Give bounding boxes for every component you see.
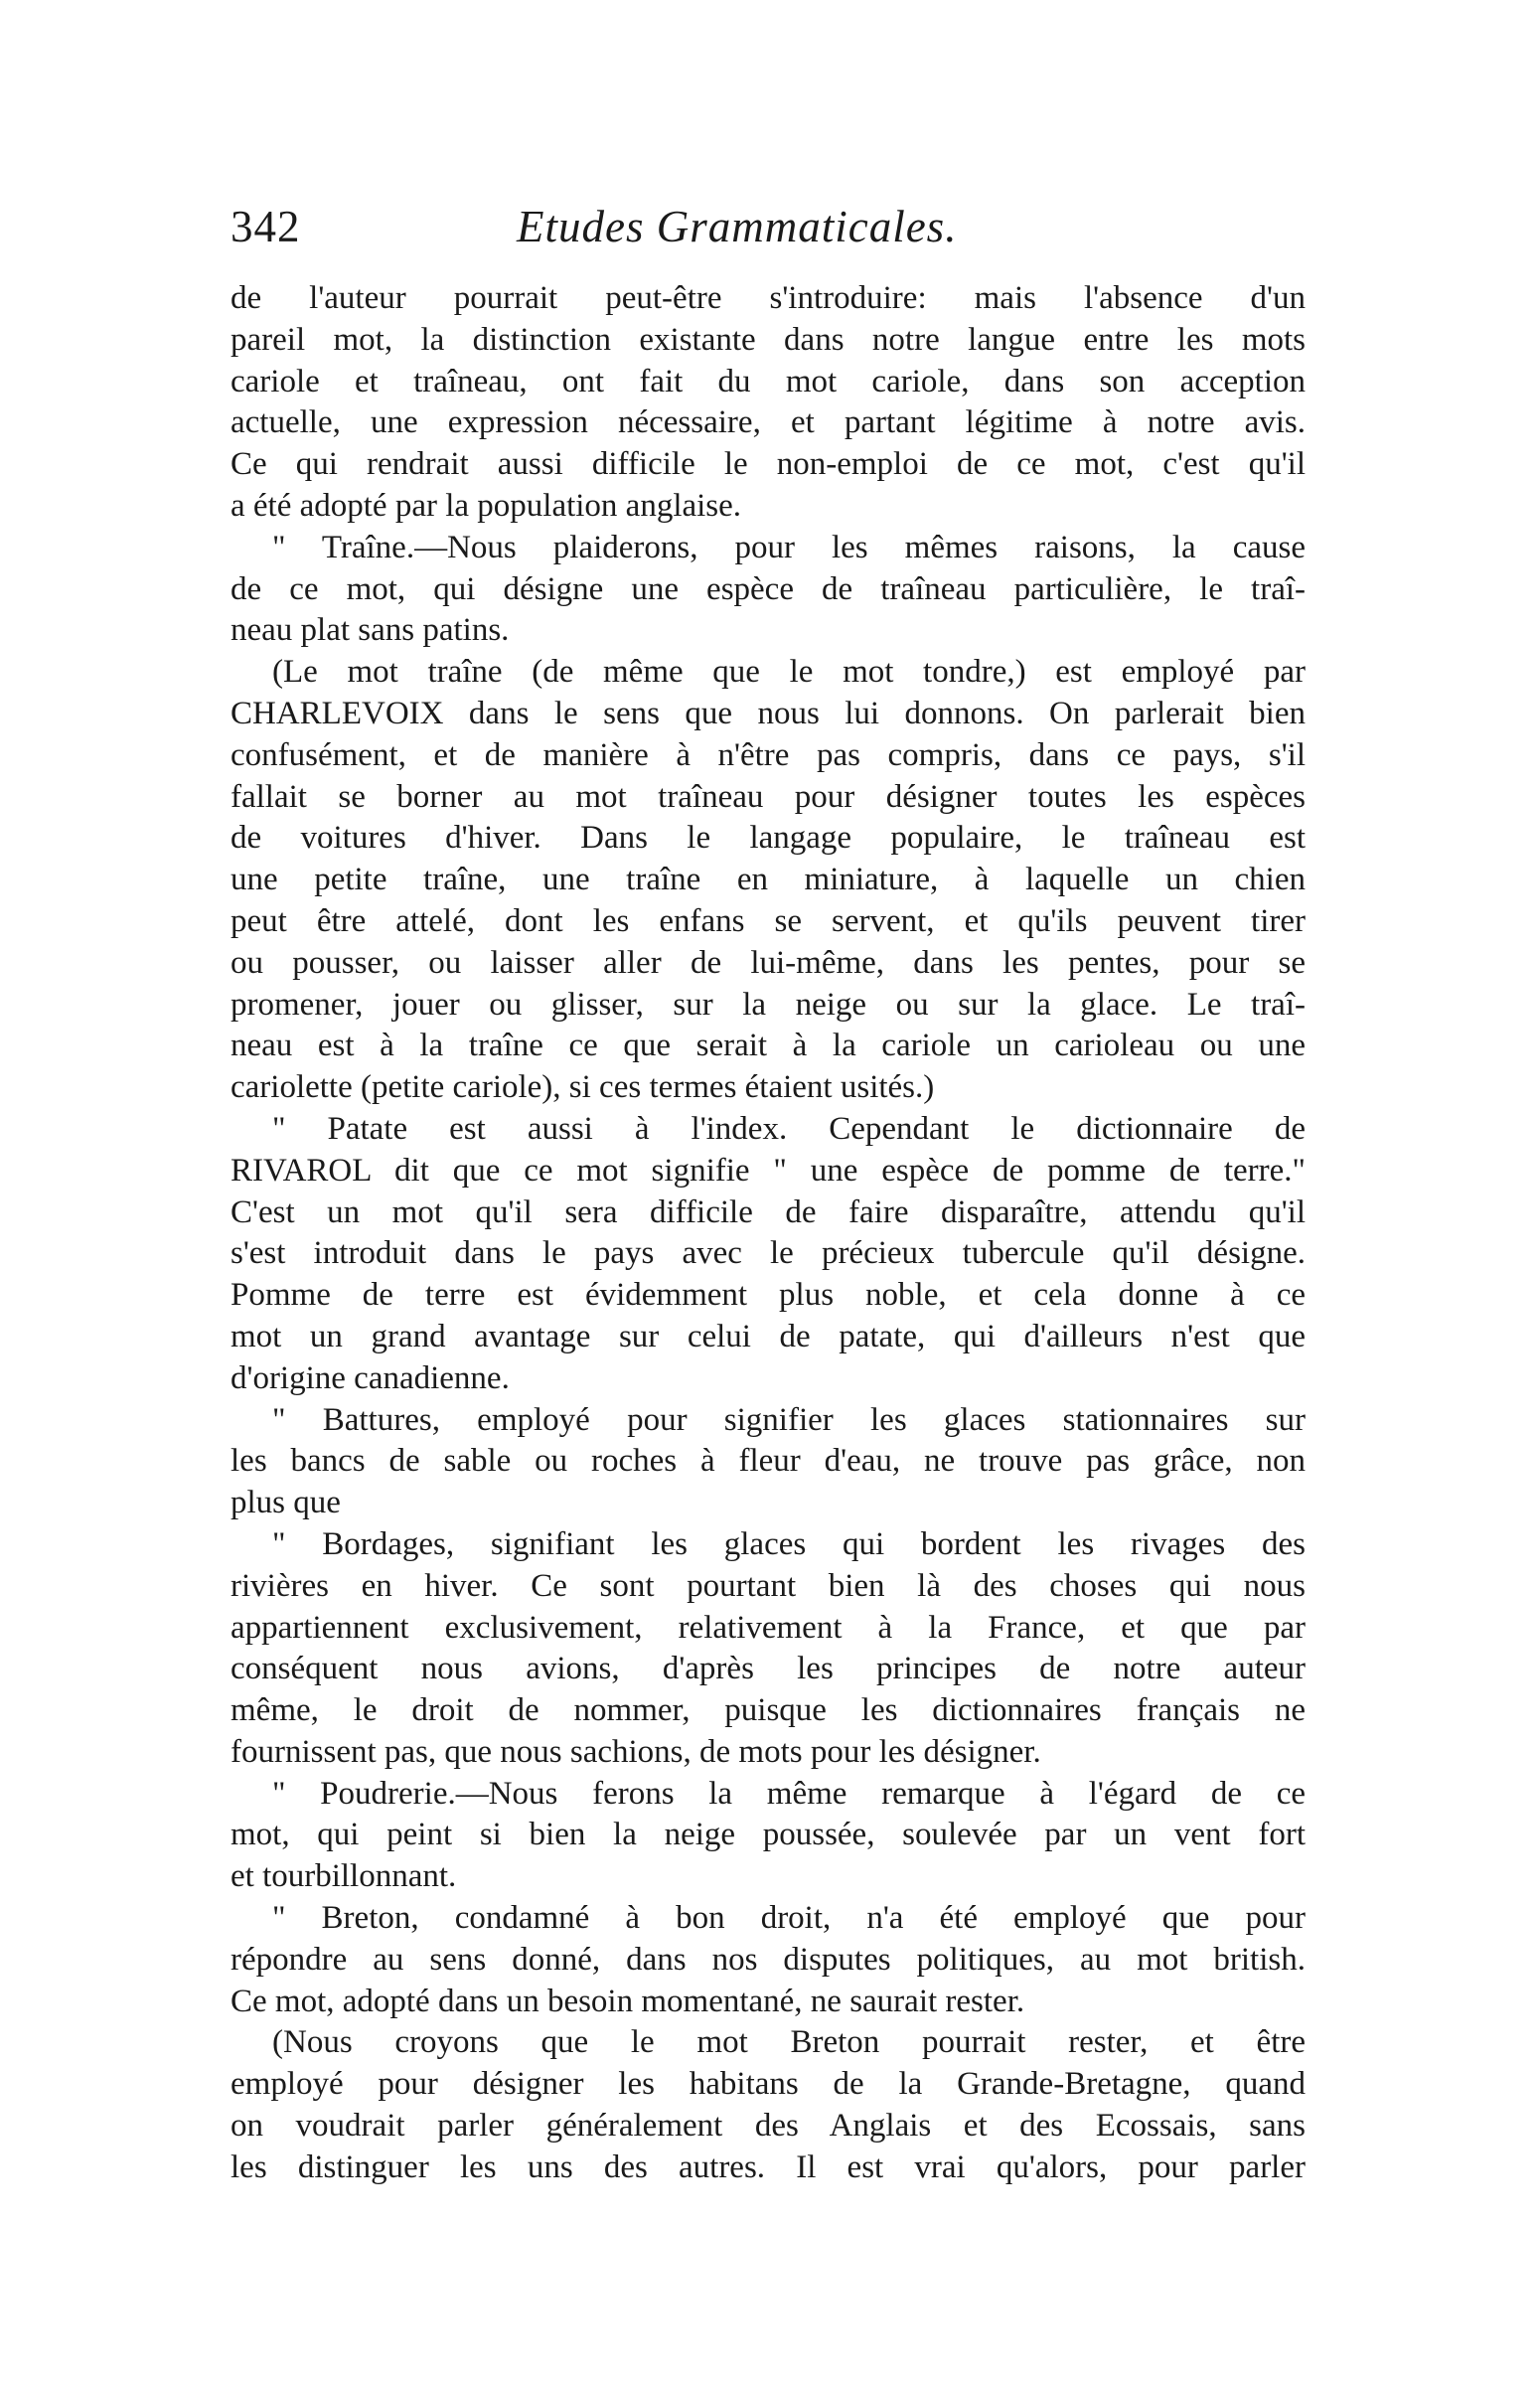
text-line: plus que	[231, 1485, 341, 1521]
text-line: on voudrait parler généralement des Anglais et des Ecossais, sans	[231, 2108, 1306, 2145]
page-header	[231, 201, 1306, 270]
text-line: CHARLEVOIX dans le sens que nous lui donnons. On parlerait bien	[231, 695, 1306, 731]
text-line: " Battures, employé pour signifier les glaces stationnaires sur	[272, 1401, 1306, 1438]
page-body-text	[231, 278, 1306, 2189]
text-line: " Patate est aussi à l'index. Cependant le dictionnaire de	[272, 1110, 1306, 1147]
text-line: de voitures d'hiver. Dans le langage populaire, le traîneau est	[231, 820, 1306, 857]
text-line: même, le droit de nommer, puisque les dictionnaires français ne	[231, 1692, 1306, 1729]
text-line: d'origine canadienne.	[231, 1359, 510, 1396]
text-line: mot un grand avantage sur celui de patate, qui d'ailleurs n'est que	[231, 1318, 1306, 1354]
text-line: (Le mot traîne (de même que le mot tondre,) est employé par	[272, 654, 1306, 691]
text-line: employé pour désigner les habitans de la Grande-Bretagne, quand	[231, 2066, 1306, 2103]
text-line: a été adopté par la population anglaise.	[231, 487, 742, 524]
text-line: Pomme de terre est évidemment plus noble, et cela donne à ce	[231, 1277, 1306, 1314]
text-line: RIVAROL dit que ce mot signifie " une espèce de pomme de terre."	[231, 1152, 1306, 1189]
page-number: 342	[231, 202, 301, 251]
text-line: " Bordages, signifiant les glaces qui bordent les rivages des	[272, 1525, 1306, 1562]
text-line: ou pousser, ou laisser aller de lui-même, dans les pentes, pour se	[231, 944, 1306, 981]
text-line: " Poudrerie.—Nous ferons la même remarque à l'égard de ce	[272, 1775, 1306, 1812]
text-line: promener, jouer ou glisser, sur la neige ou sur la glace. Le traî-	[231, 986, 1306, 1023]
text-line: confusément, et de manière à n'être pas compris, dans ce pays, s'il	[231, 736, 1306, 773]
text-line: pareil mot, la distinction existante dans notre langue entre les mots	[231, 321, 1306, 358]
text-line: les distinguer les uns des autres. Il est vrai qu'alors, pour parler	[231, 2148, 1306, 2185]
text-line: de ce mot, qui désigne une espèce de traîneau particulière, le traî-	[231, 570, 1306, 607]
text-line: " Breton, condamné à bon droit, n'a été employé que pour	[272, 1900, 1306, 1937]
text-line: cariole et traîneau, ont fait du mot cariole, dans son acception	[231, 363, 1306, 399]
text-line: actuelle, une expression nécessaire, et partant légitime à notre avis.	[231, 404, 1306, 441]
text-line: Ce qui rendrait aussi difficile le non-emploi de ce mot, c'est qu'il	[231, 446, 1306, 483]
text-line: fallait se borner au mot traîneau pour désigner toutes les espèces	[231, 778, 1306, 815]
text-line: une petite traîne, une traîne en miniature, à laquelle un chien	[231, 862, 1306, 898]
text-line: (Nous croyons que le mot Breton pourrait rester, et être	[272, 2024, 1306, 2061]
text-line: cariolette (petite cariole), si ces termes étaient usités.)	[231, 1069, 935, 1106]
text-line: et tourbillonnant.	[231, 1858, 457, 1895]
text-line: neau est à la traîne ce que serait à la cariole un carioleau ou une	[231, 1028, 1306, 1064]
text-line: " Traîne.—Nous plaiderons, pour les mêmes raisons, la cause	[272, 529, 1306, 565]
text-line: peut être attelé, dont les enfans se servent, et qu'ils peuvent tirer	[231, 902, 1306, 939]
text-line: les bancs de sable ou roches à fleur d'eau, ne trouve pas grâce, non	[231, 1443, 1306, 1480]
text-line: C'est un mot qu'il sera difficile de faire disparaître, attendu qu'il	[231, 1193, 1306, 1230]
text-line: répondre au sens donné, dans nos disputes politiques, au mot british.	[231, 1941, 1306, 1978]
text-line: de l'auteur pourrait peut-être s'introduire: mais l'absence d'un	[231, 280, 1306, 316]
text-line: conséquent nous avions, d'après les principes de notre auteur	[231, 1651, 1306, 1687]
text-line: fournissent pas, que nous sachions, de mots pour les désigner.	[231, 1733, 1041, 1770]
text-line: s'est introduit dans le pays avec le précieux tubercule qu'il désigne.	[231, 1235, 1306, 1272]
text-line: Ce mot, adopté dans un besoin momentané, ne saurait rester.	[231, 1983, 1025, 2019]
text-line: mot, qui peint si bien la neige poussée, soulevée par un vent fort	[231, 1817, 1306, 1853]
running-title: Etudes Grammaticales.	[517, 202, 958, 251]
text-line: appartiennent exclusivement, relativement à la France, et que par	[231, 1609, 1306, 1646]
text-line: rivières en hiver. Ce sont pourtant bien là des choses qui nous	[231, 1567, 1306, 1604]
text-line: neau plat sans patins.	[231, 612, 510, 649]
